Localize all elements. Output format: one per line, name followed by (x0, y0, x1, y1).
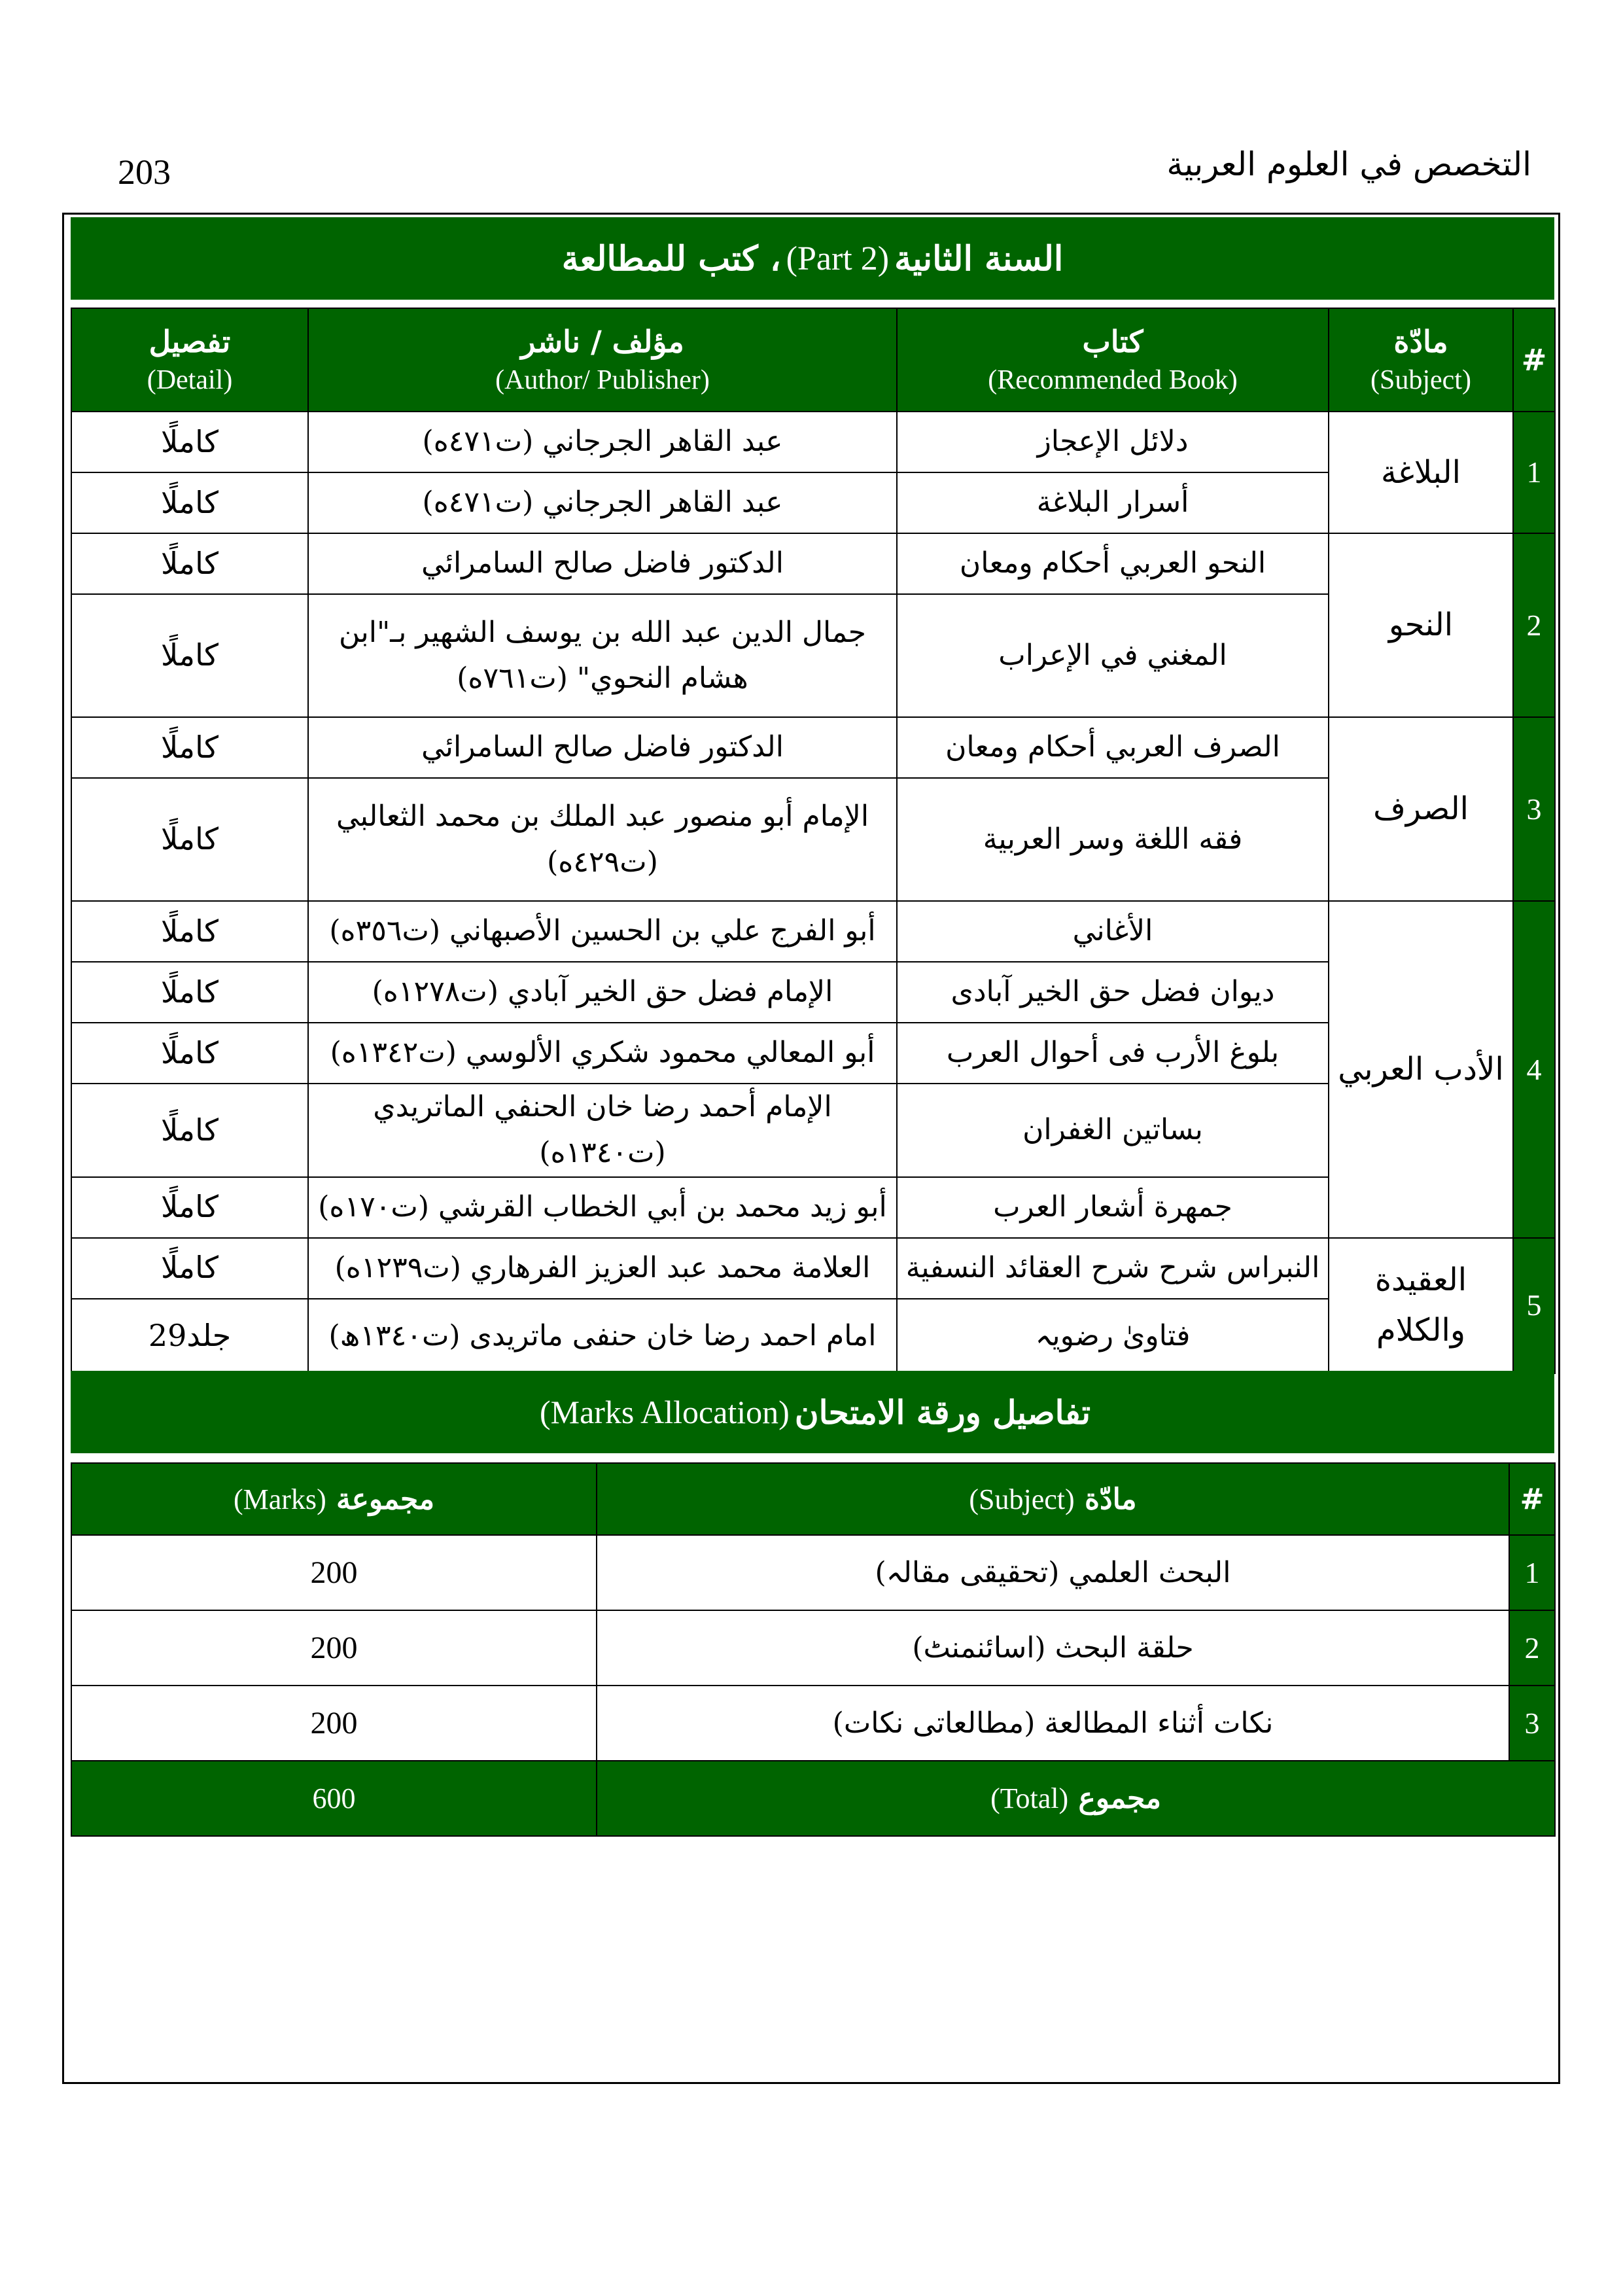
marks-row (71, 1610, 1555, 1686)
book-author: أبو زيد محمد بن أبي الخطاب القرشي (ت١٧٠ه) (308, 1177, 897, 1238)
marks-title-en: (Marks Allocation) (539, 1394, 790, 1430)
marks-col-header-marks-ar: مجموعة (336, 1482, 435, 1516)
marks-row-number: 1 (1509, 1535, 1555, 1610)
marks-row-subject: حلقة البحث (اسائنمنٹ) (597, 1610, 1509, 1686)
col-header-subject-en: (Subject) (1370, 364, 1471, 395)
book-title: ديوان فضل حق الخير آبادى (897, 962, 1329, 1023)
running-title: التخصص في العلوم العربية (1166, 145, 1531, 183)
marks-row-number: 3 (1509, 1686, 1555, 1761)
book-author: الإمام أبو منصور عبد الملك بن محمد الثعالبي (ت٤٢٩ه) (308, 778, 897, 901)
marks-table-header (71, 1463, 1555, 1535)
marks-row-value: 200 (71, 1686, 597, 1761)
group-subject: العقيدة والكلام (1329, 1238, 1513, 1373)
book-author: امام احمد رضا خان حنفی ماتریدی (ت١٣٤٠ھ) (308, 1299, 897, 1373)
book-author: الدكتور فاضل صالح السامرائي (308, 717, 897, 778)
marks-col-header-num: # (1509, 1463, 1555, 1535)
col-header-subject (1329, 308, 1513, 412)
book-detail: كاملًا (71, 412, 308, 472)
book-author: جمال الدين عبد الله بن يوسف الشهير بـ"ابن هشام النحوي" (ت٧٦١ه) (308, 594, 897, 717)
col-header-detail (71, 308, 308, 412)
marks-col-header-marks-en: (Marks) (233, 1483, 326, 1515)
col-header-detail-en: (Detail) (147, 364, 233, 395)
book-detail: كاملًا (71, 901, 308, 962)
books-table-header (71, 308, 1555, 412)
col-header-author-en: (Author/ Publisher) (495, 364, 710, 395)
book-author: أبو الفرج علي بن الحسين الأصبهاني (ت٣٥٦ه) (308, 901, 897, 962)
books-section-title (71, 217, 1554, 300)
col-header-author (308, 308, 897, 412)
group-number: 4 (1513, 901, 1555, 1238)
book-author: العلامة محمد عبد العزيز الفرهاري (ت١٢٣٩ه) (308, 1238, 897, 1299)
table-row (71, 901, 1555, 962)
group-number: 2 (1513, 533, 1555, 717)
marks-row (71, 1535, 1555, 1610)
table-row (71, 412, 1555, 472)
books-title-en: (Part 2) (786, 239, 890, 277)
table-row (71, 533, 1555, 594)
col-header-subject-ar: مادّة (1393, 323, 1448, 359)
book-title: النبراس شرح شرح العقائد النسفية (897, 1238, 1329, 1299)
book-detail: كاملًا (71, 778, 308, 901)
book-author: عبد القاهر الجرجاني (ت٤٧١ه) (308, 412, 897, 472)
marks-section-title (71, 1371, 1554, 1453)
book-author: الإمام فضل حق الخير آبادي (ت١٢٧٨ه) (308, 962, 897, 1023)
book-title: المغني في الإعراب (897, 594, 1329, 717)
marks-total-label (597, 1761, 1555, 1836)
marks-title-ar: تفاصيل ورقة الامتحان (794, 1392, 1091, 1432)
group-subject: البلاغة (1329, 412, 1513, 533)
books-table (71, 308, 1556, 1374)
marks-col-header-marks (71, 1463, 597, 1535)
book-author: الدكتور فاضل صالح السامرائي (308, 533, 897, 594)
book-detail: كاملًا (71, 717, 308, 778)
marks-total-row (71, 1761, 1555, 1836)
book-author: أبو المعالي محمود شكري الألوسي (ت١٣٤٢ه) (308, 1023, 897, 1084)
book-title: الأغاني (897, 901, 1329, 962)
col-header-book-en: (Recommended Book) (988, 364, 1238, 395)
book-title: أسرار البلاغة (897, 472, 1329, 533)
marks-col-header-subject (597, 1463, 1509, 1535)
marks-row-subject: نكات أثناء المطالعة (مطالعاتی نکات) (597, 1686, 1509, 1761)
table-row (71, 717, 1555, 778)
book-detail: كاملًا (71, 533, 308, 594)
book-detail: كاملًا (71, 962, 308, 1023)
book-detail: كاملًا (71, 594, 308, 717)
table-row (71, 1238, 1555, 1299)
group-number: 1 (1513, 412, 1555, 533)
marks-col-header-subject-ar: مادّة (1085, 1482, 1137, 1516)
marks-row-value: 200 (71, 1610, 597, 1686)
marks-total-value: 600 (71, 1761, 597, 1836)
book-title: النحو العربي أحكام ومعان (897, 533, 1329, 594)
marks-row-value: 200 (71, 1535, 597, 1610)
col-header-book (897, 308, 1329, 412)
marks-row-subject: البحث العلمي (تحقیقی مقالہ) (597, 1535, 1509, 1610)
marks-col-header-subject-en: (Subject) (969, 1483, 1075, 1515)
book-detail: كاملًا (71, 1023, 308, 1084)
marks-total-label-ar: مجموع (1078, 1782, 1161, 1815)
marks-row-number: 2 (1509, 1610, 1555, 1686)
book-title: فتاویٰ رضویہ (897, 1299, 1329, 1373)
books-title-ar-2: ، كتب للمطالعة (561, 238, 781, 279)
book-detail: كاملًا (71, 472, 308, 533)
col-header-book-ar: كتاب (1082, 323, 1143, 359)
book-title: فقه اللغة وسر العربية (897, 778, 1329, 901)
group-subject: النحو (1329, 533, 1513, 717)
book-title: بلوغ الأرب فى أحوال العرب (897, 1023, 1329, 1084)
book-detail: كاملًا (71, 1177, 308, 1238)
marks-row (71, 1686, 1555, 1761)
group-number: 5 (1513, 1238, 1555, 1373)
col-header-author-ar: مؤلف / ناشر (521, 323, 684, 359)
group-subject: الصرف (1329, 717, 1513, 901)
marks-table (71, 1462, 1556, 1837)
book-author: الإمام أحمد رضا خان الحنفي الماتريدي (ت١٣٤٠ه) (308, 1084, 897, 1177)
book-author: عبد القاهر الجرجاني (ت٤٧١ه) (308, 472, 897, 533)
book-detail: كاملًا (71, 1238, 308, 1299)
group-number: 3 (1513, 717, 1555, 901)
col-header-detail-ar: تفصيل (148, 323, 231, 359)
book-title: دلائل الإعجاز (897, 412, 1329, 472)
book-title: الصرف العربي أحكام ومعان (897, 717, 1329, 778)
group-subject: الأدب العربي (1329, 901, 1513, 1238)
book-title: بساتين الغفران (897, 1084, 1329, 1177)
books-title-ar-1: السنة الثانية (894, 238, 1064, 279)
marks-total-label-en: (Total) (990, 1782, 1069, 1814)
col-header-num: # (1513, 308, 1555, 412)
book-title: جمهرة أشعار العرب (897, 1177, 1329, 1238)
book-detail: كاملًا (71, 1084, 308, 1177)
page-number: 203 (118, 152, 171, 192)
book-detail: جلد29 (71, 1299, 308, 1373)
